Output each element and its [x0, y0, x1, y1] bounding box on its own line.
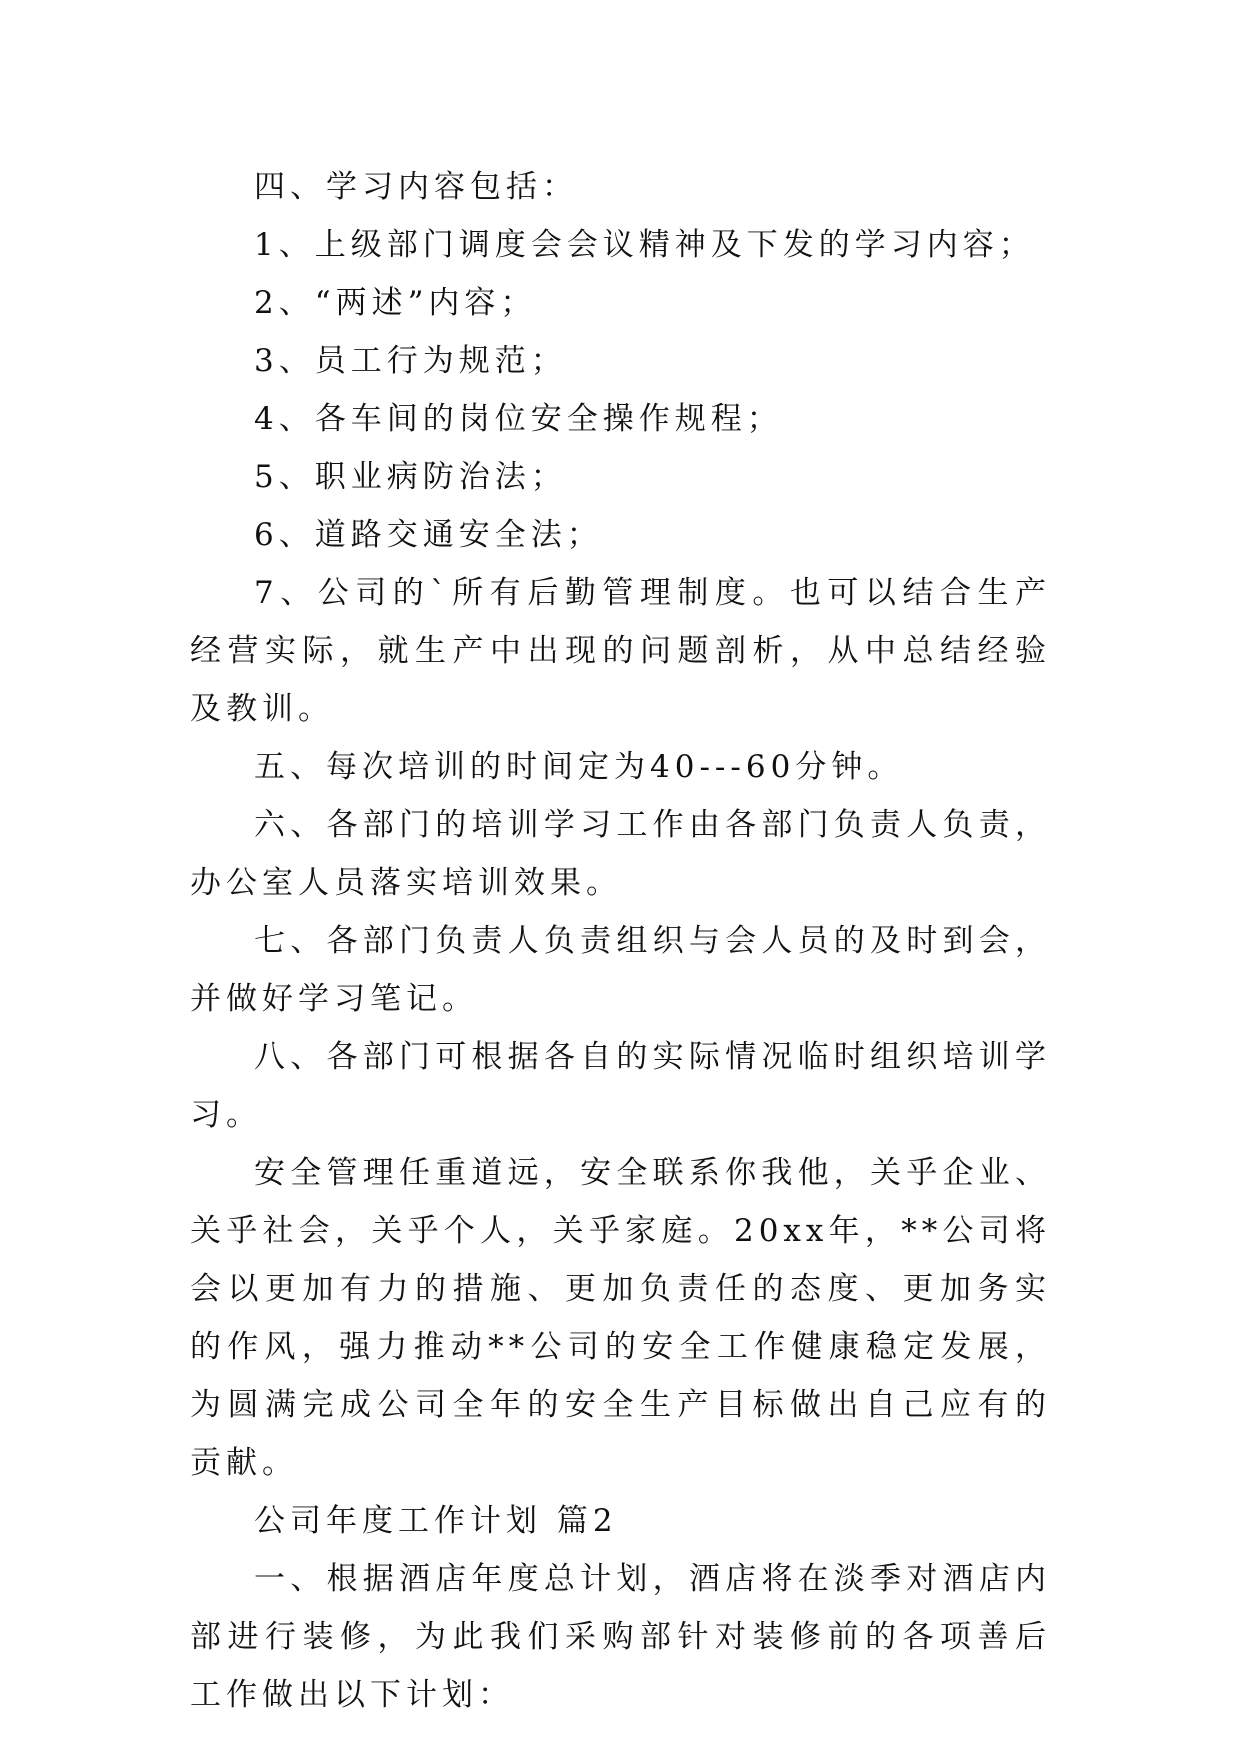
paragraph-hotel-plan: 一、根据酒店年度总计划，酒店将在淡季对酒店内部进行装修，为此我们采购部针对装修前的各项善后工作做出以下计划：: [190, 1561, 1051, 1713]
paragraph-safety-summary: 安全管理任重道远，安全联系你我他，关乎企业、关乎社会，关乎个人，关乎家庭。20xx年，**公司将会以更加有力的措施、更加负责任的态度、更加务实的作风，强力推动**公司的安全工作健康稳定发展，为圆满完成公司全年的安全生产目标做出自己应有的贡献。: [190, 1155, 1051, 1481]
paragraph-item-4: 4、各车间的岗位安全操作规程；: [254, 401, 783, 437]
paragraph-item-5: 5、职业病防治法；: [254, 459, 567, 495]
paragraph-attendance: 七、各部门负责人负责组织与会人员的及时到会，并做好学习笔记。: [190, 923, 1051, 1017]
paragraph-item-2: 2、“两述”内容；: [254, 285, 537, 321]
paragraph-department-responsibility: 六、各部门的培训学习工作由各部门负责人负责，办公室人员落实培训效果。: [190, 807, 1051, 901]
paragraph-item-6: 6、道路交通安全法；: [254, 517, 603, 553]
paragraph-item-3: 3、员工行为规范；: [254, 343, 567, 379]
paragraph-study-content-heading: 四、学习内容包括：: [254, 169, 578, 205]
paragraph-temporary-training: 八、各部门可根据各自的实际情况临时组织培训学习。: [190, 1039, 1051, 1133]
paragraph-item-7: 7、公司的`所有后勤管理制度。也可以结合生产经营实际，就生产中出现的问题剖析，从中总结经验及教训。: [190, 575, 1051, 727]
paragraph-training-duration: 五、每次培训的时间定为40---60分钟。: [254, 749, 904, 785]
paragraph-item-1: 1、上级部门调度会会议精神及下发的学习内容；: [254, 227, 1035, 263]
paragraph-section-title: 公司年度工作计划 篇2: [254, 1503, 618, 1539]
